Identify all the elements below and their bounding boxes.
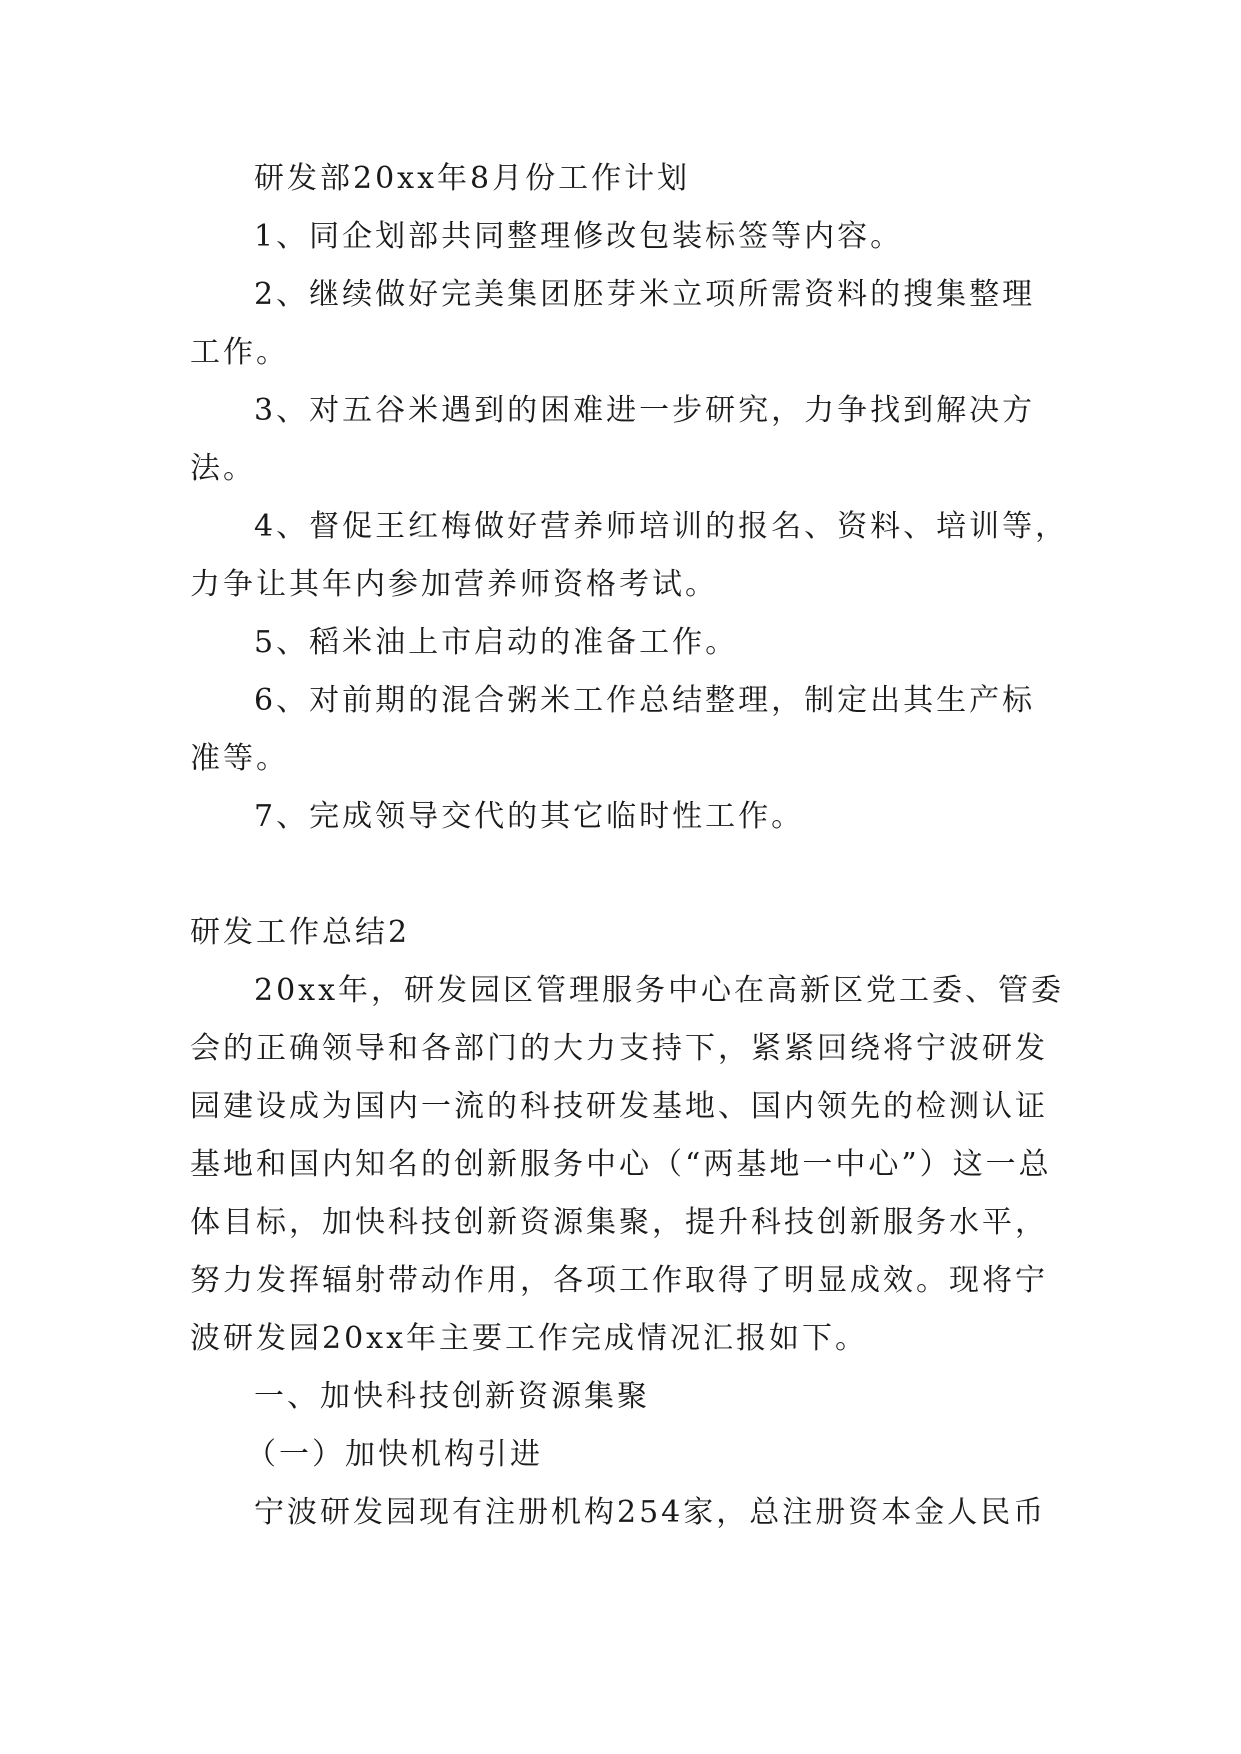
summary-para-line-6: 努力发挥辐射带动作用，各项工作取得了明显成效。现将宁 [190, 1263, 1048, 1298]
summary-para-line-1: 20xx年，研发园区管理服务中心在高新区党工委、管委 [254, 973, 1065, 1008]
document-page [190, 150, 1069, 1542]
summary-para-line-2: 会的正确领导和各部门的大力支持下，紧紧回绕将宁波研发 [190, 1031, 1048, 1066]
plan-item-6-cont: 准等。 [190, 741, 289, 776]
heading-level-2: （一）加快机构引进 [246, 1437, 543, 1472]
plan-item-5: 5、稻米油上市启动的准备工作。 [254, 625, 739, 660]
plan-item-3-cont: 法。 [190, 451, 256, 486]
section1-title: 研发部20xx年8月份工作计划 [254, 161, 691, 196]
summary-para-line-7: 波研发园20xx年主要工作完成情况汇报如下。 [190, 1321, 869, 1356]
plan-item-3: 3、对五谷米遇到的困难进一步研究，力争找到解决方 [254, 393, 1036, 428]
summary-para-line-4: 基地和国内知名的创新服务中心（“两基地一中心”）这一总 [190, 1147, 1052, 1182]
plan-item-4: 4、督促王红梅做好营养师培训的报名、资料、培训等， [254, 509, 1069, 544]
summary-para-line-5: 体目标，加快科技创新资源集聚，提升科技创新服务水平， [190, 1205, 1048, 1240]
section-gap [190, 846, 1050, 904]
section2-title: 研发工作总结2 [190, 915, 411, 950]
plan-item-1: 1、同企划部共同整理修改包装标签等内容。 [254, 219, 904, 254]
summary-para-2-line-1: 宁波研发园现有注册机构254家，总注册资本金人民币 [254, 1495, 1047, 1530]
plan-item-4-cont: 力争让其年内参加营养师资格考试。 [190, 567, 718, 602]
plan-item-2-cont: 工作。 [190, 335, 289, 370]
summary-para-line-3: 园建设成为国内一流的科技研发基地、国内领先的检测认证 [190, 1089, 1048, 1124]
plan-item-7: 7、完成领导交代的其它临时性工作。 [254, 799, 805, 834]
plan-item-2: 2、继续做好完美集团胚芽米立项所需资料的搜集整理 [254, 277, 1036, 312]
plan-item-6: 6、对前期的混合粥米工作总结整理，制定出其生产标 [254, 683, 1036, 718]
heading-level-1: 一、加快科技创新资源集聚 [254, 1379, 650, 1414]
